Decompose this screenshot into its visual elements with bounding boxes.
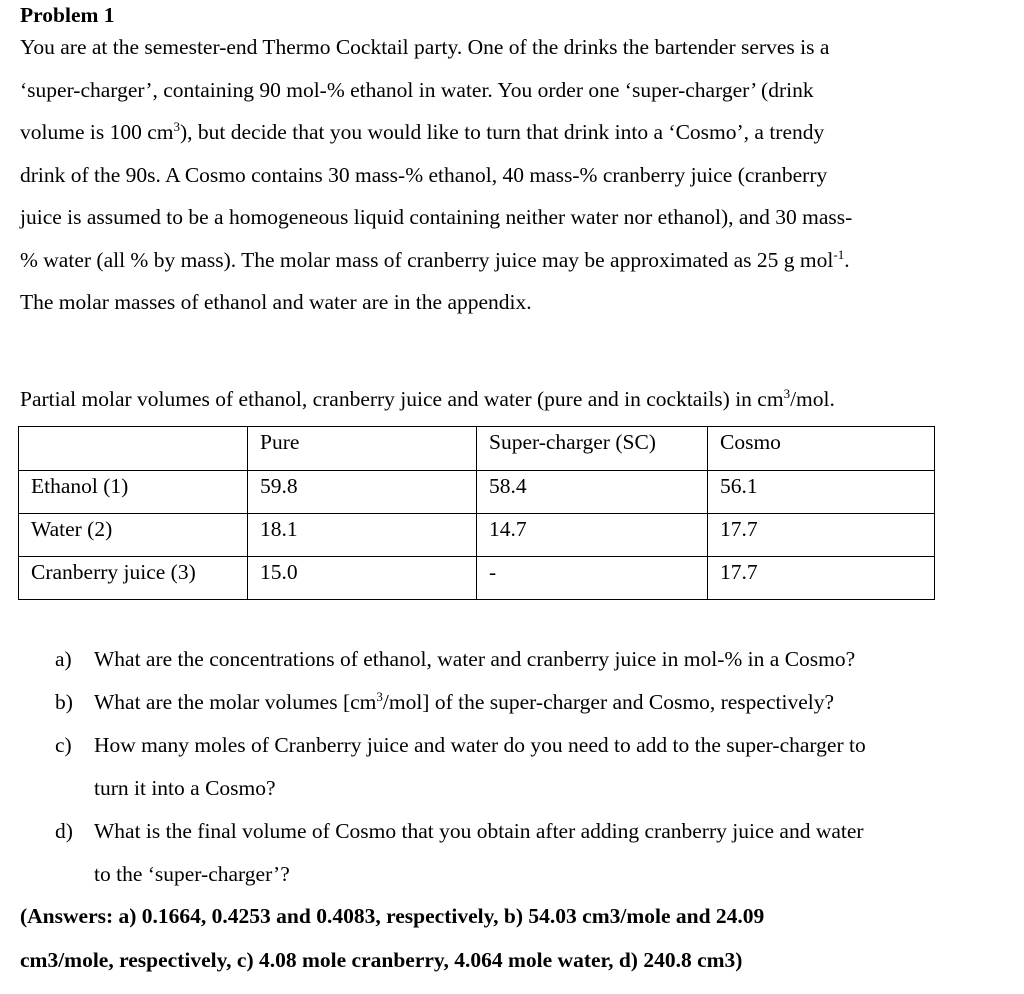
statement-line: You are at the semester-end Thermo Cocktail party. One of the drinks the bartender serves is a [20, 35, 830, 59]
problem-heading: Problem 1 [20, 3, 115, 27]
statement-line: % water (all % by mass). The molar mass of cranberry juice may be approximated as 25 g mol$^{-1}$. [20, 246, 850, 272]
question-label: c) [55, 733, 72, 757]
answers-line: cm3/mole, respectively, c) 4.08 mole cranberry, 4.064 mole water, d) 240.8 cm3) [20, 948, 743, 972]
partial-molar-volume-table [18, 426, 935, 600]
table-header-row [19, 427, 935, 471]
statement-line: ‘super-charger’, containing 90 mol-% ethanol in water. You order one ‘super-charger’ (drink [20, 77, 814, 102]
table-row [19, 557, 935, 600]
statement-line: juice is assumed to be a homogeneous liquid containing neither water nor ethanol), and 30 mass- [20, 205, 853, 229]
table-header-cell: Super-charger (SC) [477, 427, 708, 471]
table-cell: Water (2) [19, 514, 248, 557]
table-cell: Cranberry juice (3) [19, 557, 248, 600]
question-label: b) [55, 690, 73, 714]
question-d [55, 810, 1005, 896]
question-text: What is the final volume of Cosmo that you obtain after adding cranberry juice and water [94, 819, 864, 843]
answers-block [20, 894, 764, 982]
table-header-cell: Pure [248, 427, 477, 471]
statement-line: drink of the 90s. A Cosmo contains 30 mass-% ethanol, 40 mass-% cranberry juice (cranberry [20, 162, 828, 187]
table-cell: 18.1 [248, 514, 477, 557]
table-cell: 56.1 [708, 471, 935, 514]
question-label: a) [55, 647, 72, 671]
table-row [19, 514, 935, 557]
table-cell: 17.7 [708, 514, 935, 557]
question-text: turn it into a Cosmo? [94, 776, 276, 800]
question-b [55, 681, 1005, 724]
table-caption: Partial molar volumes of ethanol, cranberry juice and water (pure and in cocktails) in $cm^3$/mol. [20, 386, 835, 411]
table-header-cell [19, 427, 248, 471]
statement-line: volume is 100 $cm^3$), but decide that you would like to turn that drink into a ‘Cosmo’, a trendy [20, 119, 825, 144]
problem-statement [20, 26, 1005, 324]
answers-line: (Answers: a) 0.1664, 0.4253 and 0.4083, respectively, b) 54.03 cm3/mole and 24.09 [20, 904, 765, 928]
question-text: What are the molar volumes $[cm^3/mol]$ of the super-charger and Cosmo, respectively? [94, 689, 835, 714]
table-cell: 58.4 [477, 471, 708, 514]
table-cell: 14.7 [477, 514, 708, 557]
question-label: d) [55, 819, 73, 843]
question-text: How many moles of Cranberry juice and water do you need to add to the super-charger to [94, 733, 866, 757]
table-row [19, 471, 935, 514]
table-cell: 17.7 [708, 557, 935, 600]
question-text: to the ‘super-charger’? [94, 862, 290, 886]
table-cell: - [477, 557, 708, 600]
question-list [55, 638, 1005, 896]
table-cell: 59.8 [248, 471, 477, 514]
table-cell: Ethanol (1) [19, 471, 248, 514]
question-text: What are the concentrations of ethanol, water and cranberry juice in mol-% in a Cosmo? [94, 647, 856, 671]
statement-line: The molar masses of ethanol and water are in the appendix. [20, 290, 532, 314]
table-header-cell: Cosmo [708, 427, 935, 471]
table-cell: 15.0 [248, 557, 477, 600]
question-a [55, 638, 1005, 681]
question-c [55, 724, 1005, 810]
